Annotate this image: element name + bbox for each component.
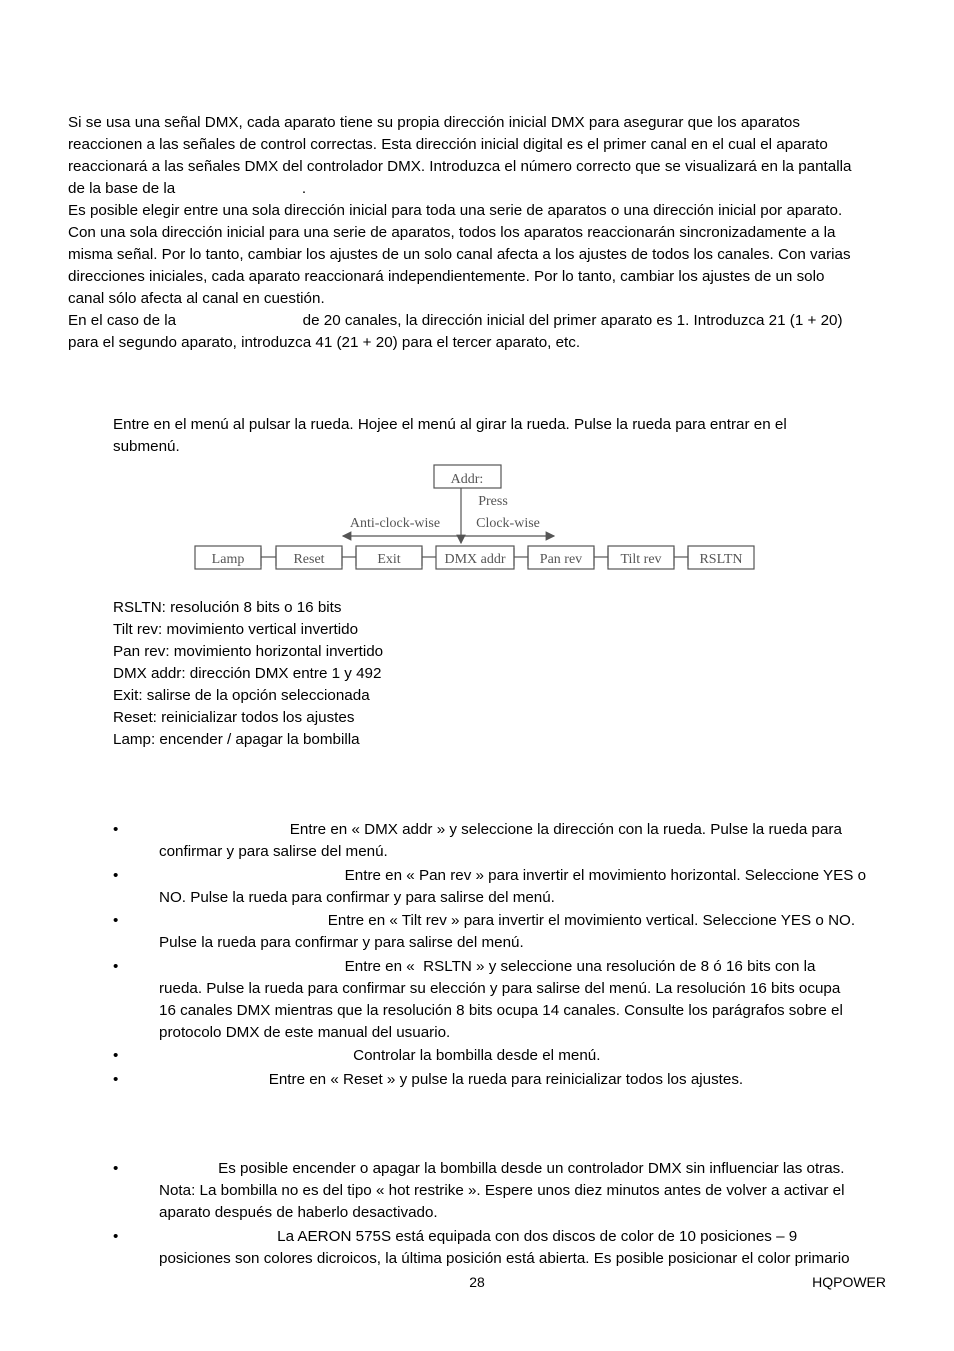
diagram-item-exit: Exit <box>377 552 401 567</box>
intro-line: direcciones iniciales, cada aparato reaccionará independientemente. Por lo tanto, cambiar los ajustes de un solo <box>68 268 825 285</box>
intro-line: de la base de la . <box>68 180 307 197</box>
diagram-item-rsltn: RSLTN <box>699 552 743 567</box>
definition-item: DMX addr: dirección DMX entre 1 y 492 <box>113 665 382 682</box>
bullet-line: 16 canales DMX mientras que la resolución 8 bits ocupa 14 canales. Consulte los parágrafos sobre el <box>159 1002 843 1019</box>
bullet-icon: • <box>113 1228 119 1245</box>
definitions-list <box>113 597 383 751</box>
intro-line: misma señal. Por lo tanto, cambiar los ajustes de un solo canal afecta a los ajustes de todos los canales. Con varias <box>68 246 851 263</box>
bullet-line: aparato después de haberlo desactivado. <box>159 1204 438 1221</box>
bullet-line: Nota: La bombilla no es del tipo « hot restrike ». Espere unos diez minutos antes de volver a activar el <box>159 1182 845 1199</box>
intro-line: Si se usa una señal DMX, cada aparato tiene su propia dirección inicial DMX para asegurar que los aparatos <box>68 114 800 131</box>
intro-line: reaccionará a las señales DMX del controlador DMX. Introduzca el número correcto que se visualizará en la pantalla <box>68 158 852 175</box>
bullet-line: NO. Pulse la rueda para confirmar y para salirse del menú. <box>159 889 555 906</box>
footer-brand: HQPOWER <box>812 1274 886 1290</box>
menu-intro-line: Entre en el menú al pulsar la rueda. Hojee el menú al girar la rueda. Pulse la rueda para entrar en el <box>113 416 787 433</box>
menu-intro-line: submenú. <box>113 438 180 455</box>
diagram-anti-label: Anti-clock-wise <box>349 516 441 531</box>
bullet-line: Controlar la bombilla desde el menú. <box>159 1047 601 1064</box>
definition-item: Exit: salirse de la opción seleccionada <box>113 687 370 704</box>
diagram-item-tilt-rev: Tilt rev <box>620 552 662 567</box>
intro-line: canal sólo afecta al canal en cuestión. <box>68 290 325 307</box>
definition-item: Pan rev: movimiento horizontal invertido <box>113 643 384 660</box>
menu-diagram <box>190 460 760 575</box>
intro-line: reaccionen a las señales de control correctas. Esta dirección inicial digital es el primer canal en el cual el aparato <box>68 136 828 153</box>
bullet-line: Entre en « RSLTN » y seleccione una resolución de 8 ó 16 bits con la <box>159 958 816 975</box>
bullet-line: La AERON 575S está equipada con dos discos de color de 10 posiciones – 9 <box>159 1228 798 1245</box>
page-number: 28 <box>469 1274 485 1290</box>
diagram-press-label: Press <box>478 494 508 509</box>
bullet-icon: • <box>113 912 119 929</box>
diagram-item-reset: Reset <box>293 552 325 567</box>
intro-line: Es posible elegir entre una sola dirección inicial para toda una serie de aparatos o una dirección inicial por aparato. <box>68 202 843 219</box>
bullet-line: rueda. Pulse la rueda para confirmar su elección y para salirse del menú. La resolución 16 bits ocupa <box>159 980 841 997</box>
intro-paragraph <box>68 112 898 354</box>
diagram-clock-label: Clock-wise <box>476 516 540 531</box>
intro-line: En el caso de la de 20 canales, la dirección inicial del primer aparato es 1. Introduzca 21 (1 + 20) <box>68 312 843 329</box>
bullet-icon: • <box>113 821 119 838</box>
bullet-icon: • <box>113 1160 119 1177</box>
bullet-line: Entre en « Reset » y pulse la rueda para reinicializar todos los ajustes. <box>159 1071 744 1088</box>
bullet-icon: • <box>113 958 119 975</box>
definition-item: RSLTN: resolución 8 bits o 16 bits <box>113 599 342 616</box>
bullet-line: protocolo DMX de este manual del usuario. <box>159 1024 451 1041</box>
diagram-addr-label: Addr: <box>450 472 484 487</box>
bullet-icon: • <box>113 1071 119 1088</box>
bullet-line: Es posible encender o apagar la bombilla desde un controlador DMX sin influenciar las otras. <box>159 1160 845 1177</box>
bullet-line: Entre en « Tilt rev » para invertir el movimiento vertical. Seleccione YES o NO. <box>159 912 856 929</box>
bullet-line: posiciones son colores dicroicos, la última posición está abierta. Es posible posicionar el color primario <box>159 1250 850 1267</box>
menu-intro-paragraph <box>113 414 853 458</box>
bullet-line: Pulse la rueda para confirmar y para salirse del menú. <box>159 934 524 951</box>
bullet-icon: • <box>113 867 119 884</box>
bullet-line: Entre en « Pan rev » para invertir el movimiento horizontal. Seleccione YES o <box>159 867 867 884</box>
bullet-icon: • <box>113 1047 119 1064</box>
definition-item: Lamp: encender / apagar la bombilla <box>113 731 360 748</box>
intro-line: Con una sola dirección inicial para una serie de aparatos, todos los aparatos reaccionarán sincronizadamente a la <box>68 224 836 241</box>
intro-line: para el segundo aparato, introduzca 41 (21 + 20) para el tercer aparato, etc. <box>68 334 581 351</box>
definition-item: Reset: reinicializar todos los ajustes <box>113 709 355 726</box>
diagram-item-pan-rev: Pan rev <box>539 552 583 567</box>
definition-item: Tilt rev: movimiento vertical invertido <box>113 621 359 638</box>
bullet-line: confirmar y para salirse del menú. <box>159 843 388 860</box>
diagram-item-lamp: Lamp <box>211 552 245 567</box>
diagram-item-dmx-addr: DMX addr <box>444 552 506 567</box>
bullet-line: Entre en « DMX addr » y seleccione la dirección con la rueda. Pulse la rueda para <box>159 821 842 838</box>
